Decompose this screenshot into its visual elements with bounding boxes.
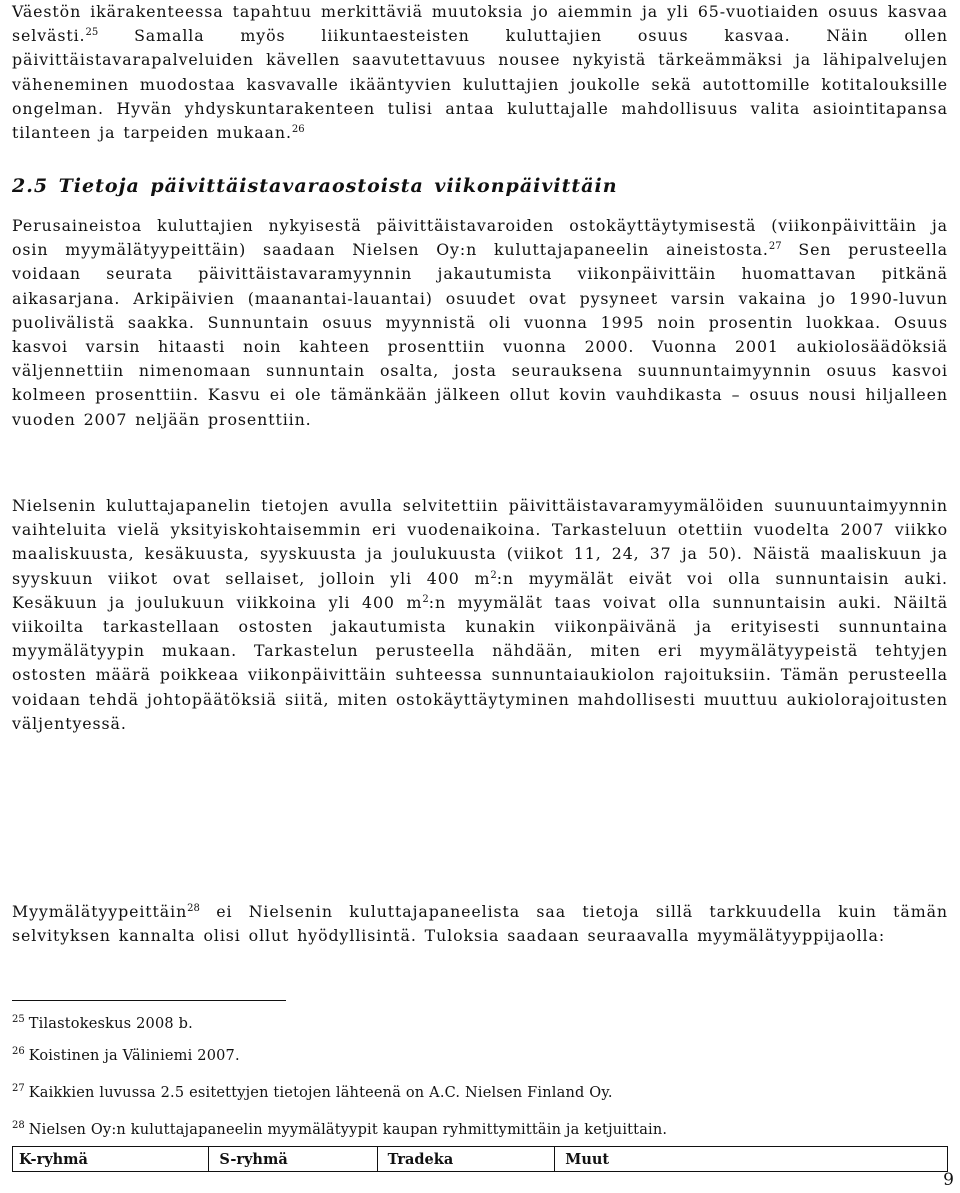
- footnote-text: Kaikkien luvussa 2.5 esitettyjen tietojen lähteenä on A.C. Nielsen Finland Oy.: [28, 1085, 613, 1101]
- table-header-cell: [209, 1147, 377, 1172]
- table-header-cell: [555, 1147, 948, 1172]
- footnote-25: [12, 1015, 193, 1033]
- paragraph-text: ei Nielsenin kuluttajapaneelista saa tietoja sillä tarkkuudella kuin tämän selvityksen kannalta olisi ollut hyödyllisintä. Tuloksia saadaan seuraavalla myymälätyyppijaolla:: [12, 902, 948, 946]
- table-header-cell: [13, 1147, 209, 1172]
- superscript-squared: 2: [490, 569, 497, 581]
- paragraph-aging-population: [12, 0, 948, 145]
- paragraph-text: :n myymälät eivät voi olla sunnuntaisin auki. Kesäkuun ja joulukuun viikkoina yli 400 m: [12, 568, 948, 612]
- header-muut: Muut: [565, 1150, 610, 1168]
- footnote-separator: [12, 1000, 286, 1001]
- footnote-ref-25[interactable]: 25: [85, 27, 99, 39]
- footnote-number: 27: [12, 1083, 25, 1094]
- header-s-ryhma: S-ryhmä: [219, 1150, 288, 1168]
- paragraph-text: Väestön ikärakenteessa tapahtuu merkittäviä muutoksia jo aiemmin ja yli 65-vuotiaiden osuus kasvaa selvästi.: [12, 2, 948, 46]
- footnote-text: Koistinen ja Väliniemi 2007.: [28, 1048, 240, 1064]
- paragraph-store-types: [12, 900, 948, 948]
- footnote-ref-27[interactable]: 27: [768, 241, 782, 253]
- table-header-row: [13, 1147, 948, 1172]
- paragraph-text: Samalla myös liikuntaesteisten kuluttajien osuus kasvaa. Näin ollen päivittäistavarapalveluiden kävellen saavutettavuus nousee nykyistä tärkeämmäksi ja lähipalvelujen väheneminen muodostaa kasvavalle ikääntyvien kuluttajien joukolle sekä autottomille kotitalouksille ongelman. Hyvän yhdyskuntarakenteen tulisi antaa kuluttajalle mahdollisuus valita asiointitapansa tilanteen ja tarpeiden mukaan.: [12, 26, 948, 143]
- header-tradeka: Tradeka: [387, 1150, 454, 1168]
- paragraph-text: Myymälätyypeittäin: [12, 902, 188, 921]
- footnote-ref-28[interactable]: 28: [187, 903, 200, 914]
- paragraph-text: Sen perusteella voidaan seurata päivittäistavaramyynnin jakautumista viikonpäivittäin huomattavan pitkänä aikasarjana. Arkipäivien (maanantai-lauantai) osuudet ovat pysyneet varsin vakaina jo 1990-luvun puolivälistä saakka. Sunnuntain osuus myynnistä oli vuonna 1995 noin prosentin luokkaa. Osuus kasvoi varsin hitaasti noin kahteen prosenttiin vuonna 2000. Vuonna 2001 aukiolosäädöksiä väljennettiin nimenomaan sunnuntain osalta, josta seurauksena suunnuntaimyynnin osuus kasvoi kolmeen prosenttiin. Kasvu ei ole tämänkään jälkeen ollut kovin vauhdikasta – osuus nousi hiljalleen vuoden 2007 neljään prosenttiin.: [12, 240, 948, 429]
- footnote-number: 25: [12, 1014, 25, 1025]
- paragraph-seasonal-analysis: [12, 494, 948, 736]
- store-group-table: [12, 1146, 948, 1172]
- footnote-number: 26: [12, 1046, 25, 1057]
- paragraph-text: Perusaineistoa kuluttajien nykyisestä päivittäistavaroiden ostokäyttäytymisestä (viikonpäivittäin ja osin myymälätyypeittäin) saadaan Nielsen Oy:n kuluttajapaneelin aineistosta.: [12, 216, 948, 260]
- page-number: 9: [943, 1170, 954, 1190]
- footnote-ref-26[interactable]: 26: [291, 124, 305, 136]
- footnote-27: [12, 1084, 613, 1102]
- header-k-ryhma: K-ryhmä: [19, 1150, 88, 1168]
- footnote-26: [12, 1047, 240, 1065]
- superscript-squared: 2: [422, 593, 429, 605]
- section-heading: 2.5 Tietoja päivittäistavaraostoista viikonpäivittäin: [12, 175, 618, 197]
- footnote-text: Tilastokeskus 2008 b.: [28, 1016, 193, 1032]
- footnote-text: Nielsen Oy:n kuluttajapaneelin myymälätyypit kaupan ryhmittymittäin ja ketjuittain.: [28, 1122, 668, 1138]
- footnote-number: 28: [12, 1120, 25, 1131]
- paragraph-text: Nielsenin kuluttajapanelin tietojen avulla selvitettiin päivittäistavaramyymälöiden suunuuntaimyynnin vaihteluita vielä yksityiskohtaisemmin eri vuodenaikoina. Tarkasteluun otettiin vuodelta 2007 viikko maaliskuusta, kesäkuusta, syyskuusta ja joulukuusta (viikot 11, 24, 37 ja 50). Näistä maaliskuun ja syyskuun viikot ovat sellaiset, jolloin yli 400 m: [12, 496, 948, 588]
- footnote-28: [12, 1121, 667, 1139]
- paragraph-weekday-sales: [12, 214, 948, 432]
- table-header-cell: [377, 1147, 555, 1172]
- paragraph-text: :n myymälät taas voivat olla sunnuntaisin auki. Näiltä viikoilta tarkastellaan ostosten jakautumista kunakin viikonpäivänä ja erityisesti sunnuntaina myymälätyypin mukaan. Tarkastelun perusteella nähdään, miten eri myymälätyypeistä tehtyjen ostosten määrä poikkeaa viikonpäivittäin suhteessa sunnuntaiaukiolon rajoituksiin. Tämän perusteella voidaan tehdä johtopäätöksiä siitä, miten ostokäyttäytyminen mahdollisesti muuttuu aukiolorajoitusten väljentyessä.: [12, 592, 949, 733]
